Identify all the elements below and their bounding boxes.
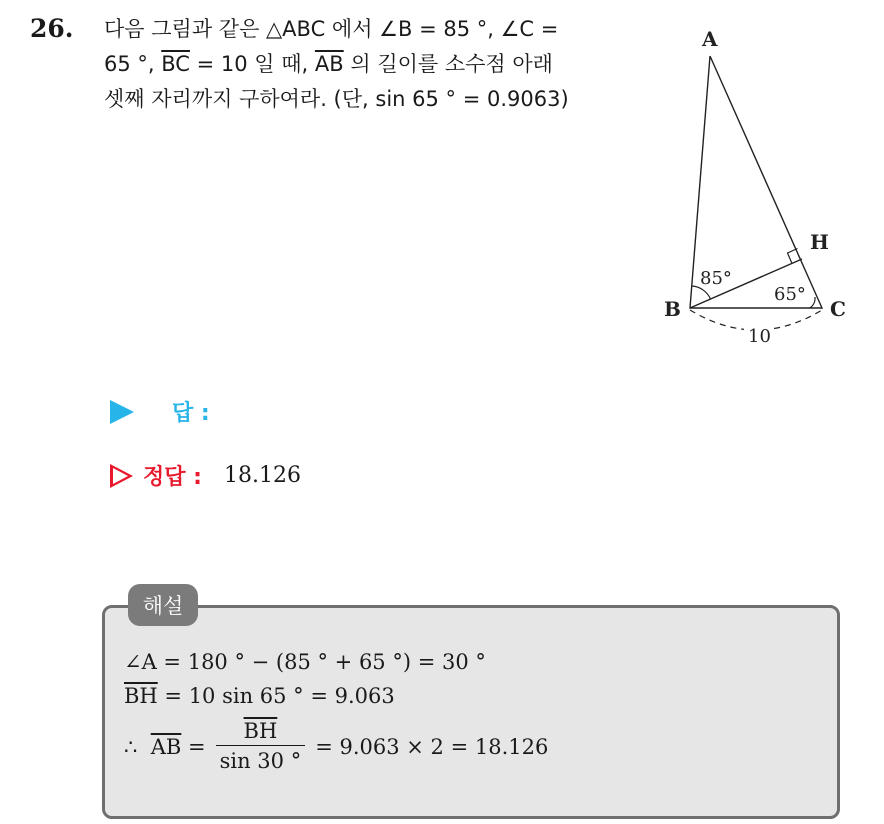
question-line-3: 셋째 자리까지 구하여라. (단, sin 65 ° = 0.9063) — [104, 87, 569, 111]
solution-line-2-rest: = 10 sin 65 ° = 9.063 — [157, 684, 395, 708]
fraction — [216, 717, 306, 776]
solution-line-3-rest: = 9.063 × 2 = 18.126 — [315, 734, 549, 759]
side-bc-label: 10 — [748, 326, 771, 347]
answer-label: 답 : — [172, 401, 210, 426]
answer-row — [110, 396, 210, 427]
solution-line-3 — [124, 717, 548, 776]
question-line-1: 다음 그림과 같은 △ABC 에서 ∠B = 85 °, ∠C = — [104, 17, 559, 41]
fraction-denominator: sin 30 ° — [216, 745, 306, 776]
correct-answer-value: 18.126 — [223, 463, 301, 488]
question-line-2-part: 의 길이를 소수점 아래 — [343, 52, 553, 76]
therefore-sign: ∴ — [124, 734, 151, 759]
question-line-2-part: = 10 일 때, — [189, 52, 315, 76]
solution-line-1: ∠A = 180 ° − (85 ° + 65 °) = 30 ° — [124, 650, 486, 674]
question-line-2 — [104, 47, 644, 82]
play-arrow-icon — [110, 400, 134, 424]
label-c: C — [830, 297, 846, 321]
outline-arrow-icon — [110, 464, 133, 488]
solution-tab: 해설 — [128, 584, 198, 626]
fraction-numerator: $\overline{BH}$ — [243, 719, 278, 743]
question-text — [104, 12, 644, 117]
equals-sign: = — [181, 734, 206, 759]
angle-b-label: 85° — [700, 268, 732, 289]
correct-answer-row — [110, 460, 301, 491]
triangle-figure — [650, 20, 884, 360]
label-a: A — [702, 27, 718, 51]
solution-line-2 — [124, 679, 548, 713]
label-h: H — [810, 230, 829, 254]
segment-ab-solution: $\overline{AB}$ — [150, 734, 182, 759]
segment-bh: $\overline{BH}$ — [124, 684, 158, 708]
angle-arc-c — [810, 297, 815, 308]
label-b: B — [664, 297, 681, 321]
correct-answer-label: 정답 : — [143, 465, 202, 490]
segment-bc: $\overline{BC}$ — [161, 52, 190, 76]
angle-c-label: 65° — [774, 284, 806, 305]
solution-content — [124, 645, 548, 776]
question-number: 26. — [30, 14, 74, 43]
segment-ab: $\overline{AB}$ — [314, 52, 344, 76]
question-line-2-part: 65 °, — [104, 52, 162, 76]
